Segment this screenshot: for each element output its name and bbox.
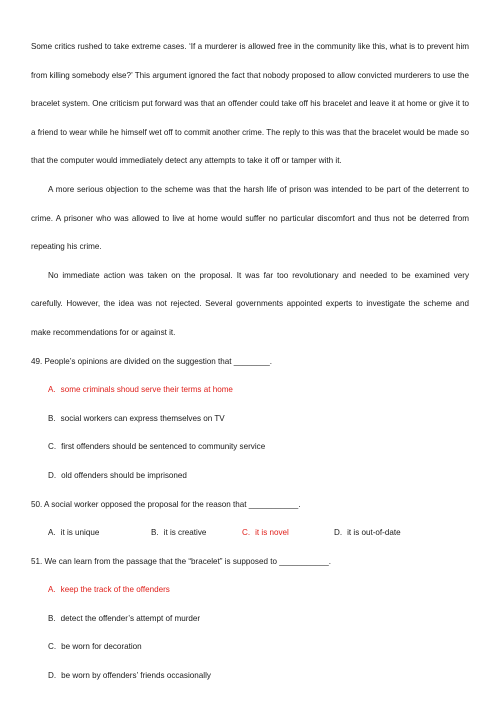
option-letter: D. [48, 470, 57, 480]
option-text: be worn for decoration [61, 642, 142, 652]
option-letter: B. [48, 613, 56, 623]
option-letter: C. [48, 442, 57, 452]
passage-paragraph-1: Some critics rushed to take extreme cases. ‘If a murderer is allowed free in the community like this, what is to prevent him from killing somebody else?’ This argument ignored the fact that nobody proposed to allow convicted murderers to use the bracelet system. One criticism put forward was that an offender could take off his bracelet and leave it at home or give it to a friend to wear while he himself wet off to commit another crime. The reply to this was that the bracelet would be made so that the computer would immediately detect any attempts to take it off or tamper with it. [31, 42, 469, 166]
question-50-stem: 50. A social worker opposed the proposal for the reason that ___________. [31, 499, 301, 509]
question-49-option-b [31, 405, 469, 434]
option-letter: A. [48, 528, 56, 538]
option-text: old offenders should be imprisoned [61, 470, 187, 480]
passage-paragraph-3: No immediate action was taken on the proposal. It was far too revolutionary and needed to be examined very carefully. However, the idea was not rejected. Several governments appointed experts to investigate the scheme and make recommendations for or against it. [31, 270, 469, 337]
option-text: it is creative [163, 528, 207, 538]
option-letter: B. [151, 528, 159, 538]
passage-paragraph-2: A more serious objection to the scheme was that the harsh life of prison was intended to be part of the deterrent to crime. A prisoner who was allowed to live at home would suffer no particular discomfort and thus not be deterred from repeating his crime. [31, 184, 469, 252]
option-text: it is novel [255, 528, 289, 538]
question-51-option-d [31, 662, 469, 691]
question-50-option-b [151, 519, 242, 548]
question-49-stem: 49. People’s opinions are divided on the suggestion that ________. [31, 356, 273, 366]
option-letter: B. [48, 413, 56, 423]
question-51-option-a [31, 576, 469, 605]
option-text: some criminals shoud serve their terms at home [60, 385, 233, 395]
option-letter: C. [48, 642, 57, 652]
document-page [31, 33, 469, 691]
question-50-option-a [48, 519, 151, 548]
option-letter: D. [334, 528, 343, 538]
option-letter: C. [242, 528, 251, 538]
option-text: be worn by offenders’ friends occasionally [61, 671, 211, 681]
question-50-option-d [334, 519, 454, 548]
question-51-option-c [31, 633, 469, 662]
question-50-option-c [242, 519, 334, 548]
question-49-option-d [31, 462, 469, 491]
option-text: detect the offender’s attempt of murder [60, 613, 201, 623]
question-51-stem: 51. We can learn from the passage that the “bracelet” is supposed to ___________. [31, 556, 331, 566]
option-text: keep the track of the offenders [60, 585, 170, 595]
option-text: social workers can express themselves on TV [60, 413, 225, 423]
option-letter: A. [48, 585, 56, 595]
question-49-option-a [31, 376, 469, 405]
question-51-option-b [31, 605, 469, 634]
question-49-option-c [31, 433, 469, 462]
option-text: it is unique [60, 528, 100, 538]
option-letter: D. [48, 671, 57, 681]
option-text: it is out-of-date [347, 528, 401, 538]
question-50-options [31, 519, 469, 548]
option-letter: A. [48, 385, 56, 395]
option-text: first offenders should be sentenced to community service [61, 442, 266, 452]
